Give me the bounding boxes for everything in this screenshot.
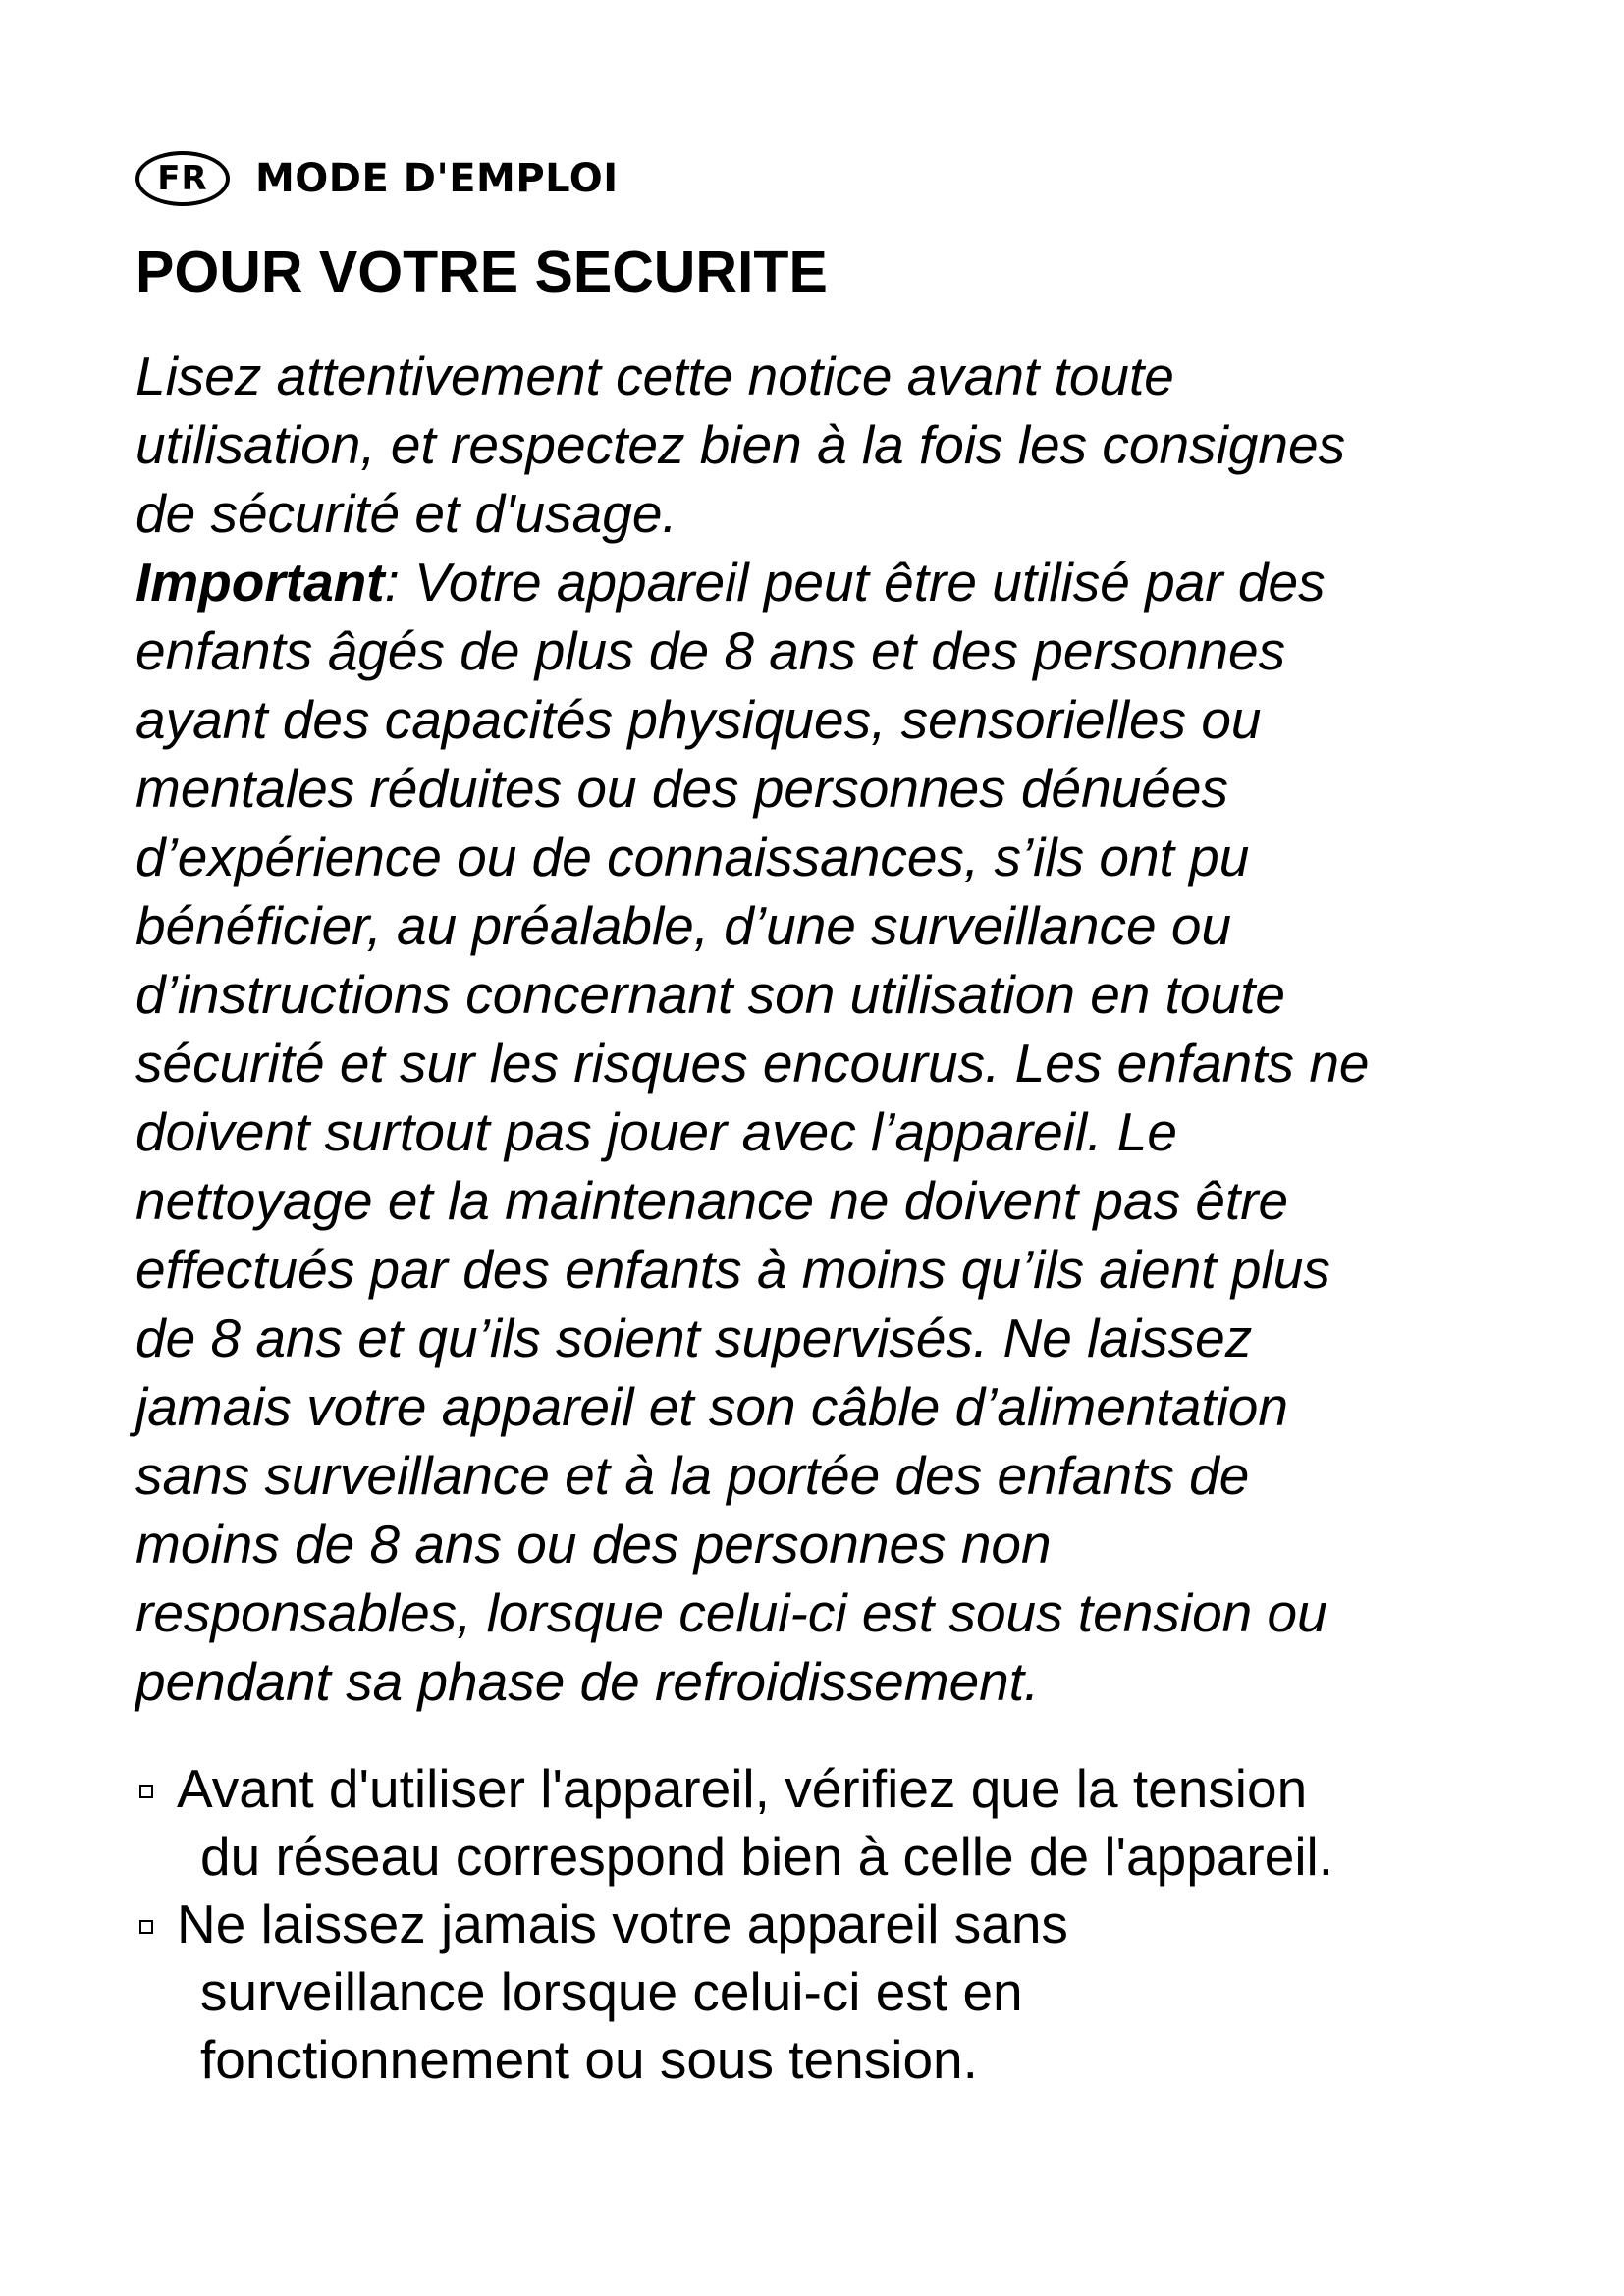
checkbox-bullet-icon	[139, 1920, 153, 1934]
important-line: sécurité et sur les risques encourus. Les enfants ne	[135, 1033, 1370, 1094]
important-line: mentales réduites ou des personnes dénuées	[135, 758, 1228, 819]
bullet-line: Avant d'utiliser l'appareil, vérifiez que la tension	[177, 1758, 1308, 1819]
manual-header	[135, 147, 1510, 210]
section-title: POUR VOTRE SECURITE	[135, 240, 828, 304]
important-line: de 8 ans et qu’ils soient supervisés. Ne laissez	[135, 1308, 1253, 1368]
important-line: ayant des capacités physiques, sensorielles ou	[135, 689, 1262, 750]
important-line: bénéficier, au préalable, d’une surveillance ou	[135, 895, 1232, 956]
manual-page	[135, 147, 1510, 2094]
important-text: : Votre appareil peut être utilisé par des	[384, 552, 1326, 613]
safety-bullets	[135, 1755, 1510, 2094]
important-first-line	[135, 548, 1510, 616]
important-line: d’expérience ou de connaissances, s’ils ont pu	[135, 827, 1250, 887]
important-line: doivent surtout pas jouer avec l’appareil. Le	[135, 1101, 1177, 1162]
important-label: Important	[135, 552, 385, 613]
intro-line: de sécurité et d'usage.	[135, 483, 677, 544]
bullet-line: surveillance lorsque celui-ci est en	[200, 1961, 1023, 2022]
bullet-item	[135, 1891, 1510, 2094]
important-line: enfants âgés de plus de 8 ans et des personnes	[135, 620, 1286, 681]
language-badge: FR	[135, 151, 230, 206]
important-line: pendant sa phase de refroidissement.	[135, 1651, 1040, 1712]
checkbox-bullet-icon	[139, 1785, 153, 1798]
important-line: d’instructions concernant son utilisation en toute	[135, 964, 1285, 1025]
intro-line: utilisation, et respectez bien à la fois les consignes	[135, 414, 1346, 475]
important-line: nettoyage et la maintenance ne doivent pas être	[135, 1170, 1289, 1231]
safety-intro	[135, 342, 1510, 1716]
important-line: responsables, lorsque celui-ci est sous tension ou	[135, 1582, 1327, 1643]
intro-line: Lisez attentivement cette notice avant toute	[135, 346, 1174, 406]
bullet-line: du réseau correspond bien à celle de l'appareil.	[200, 1826, 1334, 1887]
important-line: moins de 8 ans ou des personnes non	[135, 1514, 1052, 1575]
important-line: jamais votre appareil et son câble d’alimentation	[135, 1376, 1288, 1437]
bullet-item	[135, 1755, 1510, 1891]
bullet-line: fonctionnement ou sous tension.	[200, 2029, 978, 2090]
bullet-line: Ne laissez jamais votre appareil sans	[177, 1894, 1068, 1954]
important-line: sans surveillance et à la portée des enfants de	[135, 1445, 1250, 1506]
important-line: effectués par des enfants à moins qu’ils aient plus	[135, 1239, 1330, 1300]
manual-title: MODE D'EMPLOI	[255, 156, 619, 201]
